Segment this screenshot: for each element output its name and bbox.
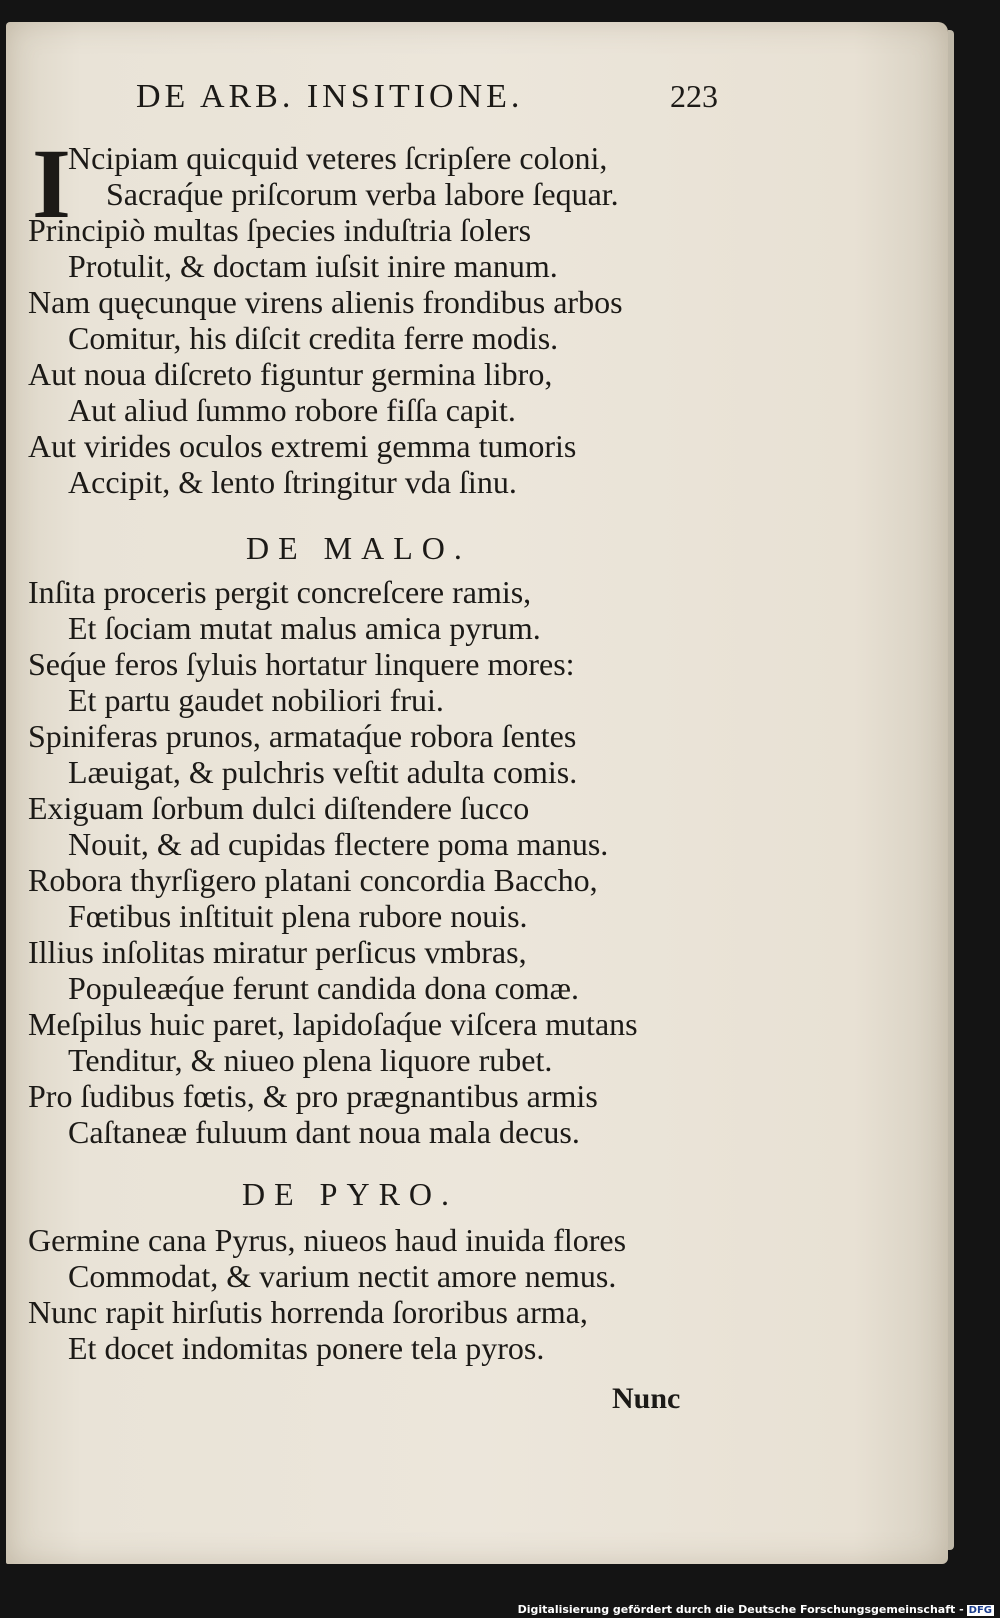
page-number: 223 (670, 78, 718, 114)
verse-line: Et partu gaudet nobiliori frui. (68, 682, 444, 718)
verse-line: Principiò multas ſpecies induſtria ſolers (28, 212, 532, 248)
verse-line: Aut noua diſcreto figuntur germina libro, (28, 356, 553, 392)
catchword: Nunc (612, 1382, 681, 1415)
verse-line: Fœtibus inſtituit plena rubore nouis. (68, 898, 528, 934)
verse-line: Et ſociam mutat malus amica pyrum. (68, 610, 541, 646)
verse-line: Nam quęcunque virens alienis frondibus arbos (28, 284, 623, 320)
verse-line: Germine cana Pyrus, niueos haud inuida flores (28, 1222, 627, 1258)
footer-text: Digitalisierung gefördert durch die Deutsche Forschungsgemeinschaft - (517, 1603, 964, 1616)
book-page (6, 22, 948, 1564)
verse-line: Robora thyrſigero platani concordia Baccho, (28, 862, 598, 898)
verse-line: Læuigat, & pulchris veſtit adulta comis. (68, 754, 578, 790)
verse-line: Pro ſudibus fœtis, & pro prægnantibus armis (28, 1078, 598, 1114)
verse-line: Populeæq́ue ferunt candida dona comæ. (68, 970, 579, 1006)
verse-line: Caſtaneæ fuluum dant noua mala decus. (68, 1114, 580, 1150)
verse-line: Ncipiam quicquid veteres ſcripſere coloni, (68, 140, 608, 176)
verse-line: Illius inſolitas miratur perſicus vmbras, (28, 934, 527, 970)
verse-line: Exiguam ſorbum dulci diſtendere ſucco (28, 790, 530, 826)
verse-line: Et docet indomitas ponere tela pyros. (68, 1330, 545, 1366)
verse-line: Inſita proceris pergit concreſcere ramis, (28, 574, 532, 610)
verse-line: Seq́ue feros ſyluis hortatur linquere mores: (28, 646, 575, 682)
verse-line: Meſpilus huic paret, lapidoſaq́ue viſcera mutans (28, 1006, 638, 1042)
drop-cap-initial: I (32, 128, 71, 239)
dfg-logo-icon: DFG (968, 1605, 992, 1616)
verse-line: Protulit, & doctam iuſsit inire manum. (68, 248, 558, 284)
verse-line: Commodat, & varium nectit amore nemus. (68, 1258, 617, 1294)
verse-line: Nouit, & ad cupidas flectere poma manus. (68, 826, 609, 862)
verse-line: Aut virides oculos extremi gemma tumoris (28, 428, 577, 464)
page-edge (948, 30, 954, 1550)
verse-line: Spiniferas prunos, armataq́ue robora ſentes (28, 718, 577, 754)
section-heading-pyro: DE PYRO. (242, 1176, 459, 1212)
verse-line: Aut aliud ſummo robore fiſſa capit. (68, 392, 516, 428)
digitization-footer (518, 1603, 994, 1616)
running-title: DE ARB. INSITIONE. (136, 78, 524, 115)
verse-line: Comitur, his diſcit credita ferre modis. (68, 320, 559, 356)
verse-line: Nunc rapit hirſutis horrenda ſororibus arma, (28, 1294, 588, 1330)
section-heading-malo: DE MALO. (246, 530, 471, 566)
verse-line: Sacraq́ue priſcorum verba labore ſequar. (106, 176, 619, 212)
page-text (6, 22, 948, 1564)
running-header (136, 78, 836, 128)
verse-line: Tenditur, & niueo plena liquore rubet. (68, 1042, 553, 1078)
verse-line: Accipit, & lento ſtringitur vda ſinu. (68, 464, 517, 500)
